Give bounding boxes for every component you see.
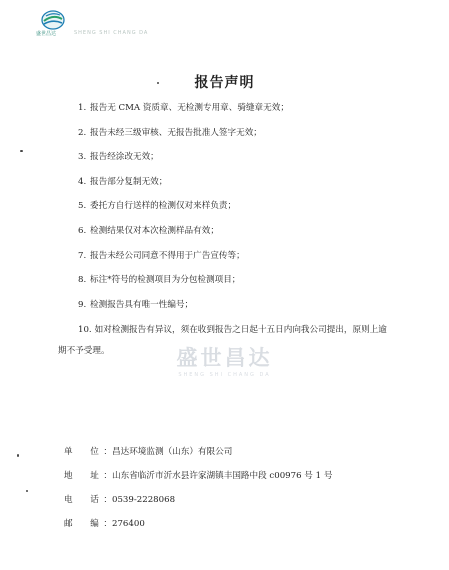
statement-item: 1. 报告无 CMA 资质章、无检测专用章、骑缝章无效； [78,103,289,113]
scan-speck [157,82,159,84]
statement-item: 3. 报告经涂改无效； [78,152,159,163]
contact-phone: 电 话：0539-2228068 [64,495,176,505]
logo-subtitle: SHENG SHI CHANG DA [74,30,149,36]
contact-unit: 单 位：昌达环境监测（山东）有限公司 [64,447,233,457]
scan-speck [20,150,23,152]
page-title: 报告声明 [194,75,255,91]
contact-info [64,447,434,543]
statement-item: 7. 报告未经公司同意不得用于广告宣传等； [78,250,245,261]
statement-item: 8. 标注*符号的检测项目为分包检测项目； [78,275,241,286]
statement-item: 4. 报告部分复制无效； [78,176,168,187]
statement-item: 6. 检测结果仅对本次检测样品有效； [78,225,219,236]
scan-speck [26,490,28,492]
watermark-subtitle: SHENG SHI CHANG DA [178,372,271,378]
statement-item: 9. 检测报告具有唯一性编号； [78,299,194,310]
logo-caption: 盛世昌达 [36,31,57,37]
contact-postcode: 邮 编：276400 [64,519,145,529]
statement-item: 2. 报告未经三级审核、无报告批准人签字无效； [78,127,262,138]
statement-item: 10. 如对检测报告有异议，须在收到报告之日起十五日内向我公司提出，原则上逾 期不予受理。 [58,325,387,357]
watermark: 盛世昌达 [176,346,273,370]
statement-list [58,103,428,376]
statement-item: 5. 委托方自行送样的检测仅对来样负责； [78,201,237,212]
scan-speck [17,454,19,457]
contact-address: 地 址：山东省临沂市沂水县许家湖镇丰国路中段 c00976 号 1 号 [64,471,333,481]
